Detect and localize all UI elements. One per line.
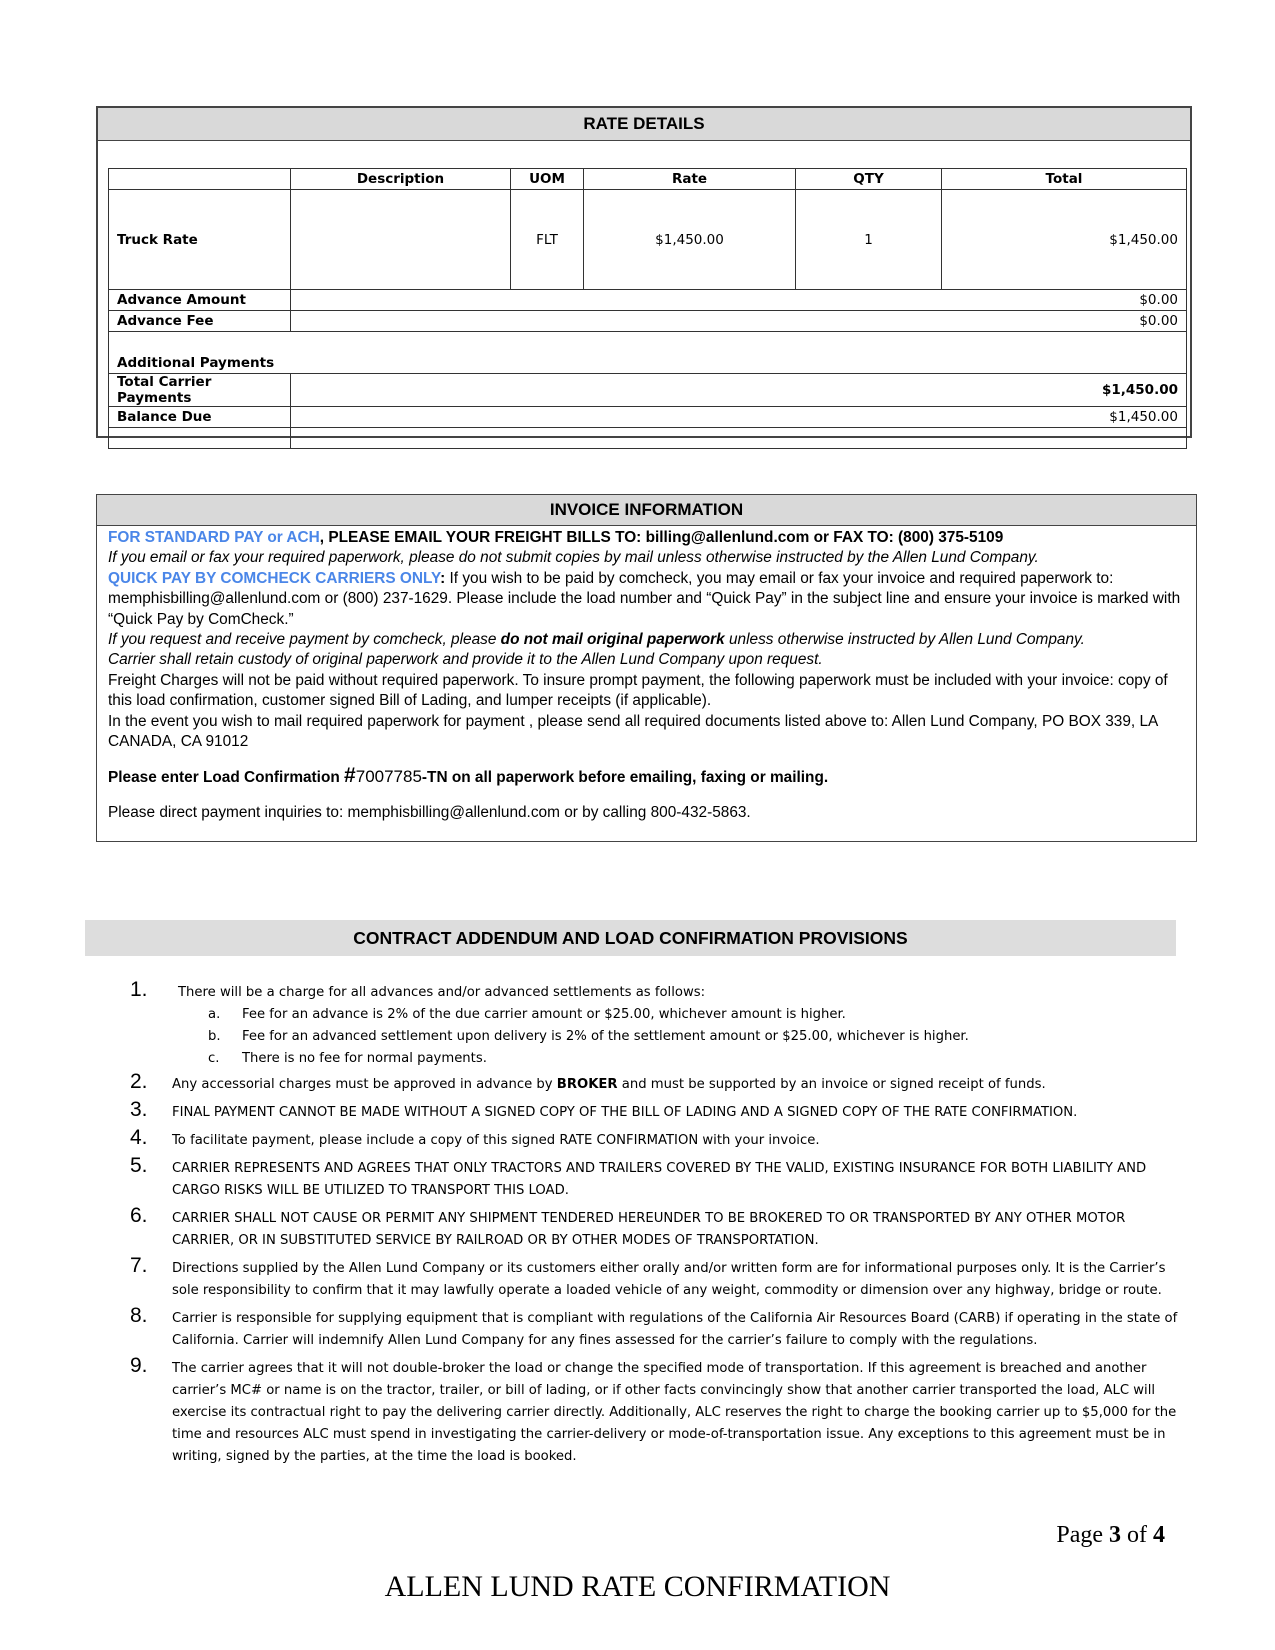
advance-amount-value: $0.00	[291, 290, 1187, 311]
balance-due-label: Balance Due	[109, 407, 291, 428]
total-carrier-payments-label: Total Carrier Payments	[109, 374, 291, 407]
advance-fee-value: $0.00	[291, 311, 1187, 332]
comcheck-note: If you request and receive payment by comcheck, please do not mail original paperwork unless otherwise instructed by Allen Lund Company.	[108, 631, 1085, 649]
provision-item: 8. Carrier is responsible for supplying equipment that is compliant with regulations of the California Air Resources Board (CARB) if operating in the state of California. Carrier will indemnify Allen Lund Company for any fines assessed for the carrier’s failure to comply with the regulations.	[130, 1304, 1178, 1348]
spacer-row	[109, 332, 1187, 353]
header-qty: QTY	[796, 169, 942, 190]
provision-item: 1. There will be a charge for all advances and/or advanced settlements as follows:	[130, 978, 706, 1001]
total-carrier-payments-row	[109, 374, 1187, 407]
provision-item: 4. To facilitate payment, please include a copy of this signed RATE CONFIRMATION with your invoice.	[130, 1126, 820, 1149]
advance-fee-row	[109, 311, 1187, 332]
footer-title: ALLEN LUND RATE CONFIRMATION	[384, 1570, 891, 1603]
provision-item: 5. CARRIER REPRESENTS AND AGREES THAT ONLY TRACTORS AND TRAILERS COVERED BY THE VALID, EXISTING INSURANCE FOR BOTH LIABILITY AND CARGO RISKS WILL BE UTILIZED TO TRANSPORT THIS LOAD.	[130, 1154, 1147, 1198]
rate-details-table	[108, 168, 1187, 449]
truck-rate-description	[291, 190, 511, 290]
truck-rate-qty: 1	[796, 190, 942, 290]
invoice-information-title: INVOICE INFORMATION	[97, 495, 1196, 526]
mail-paperwork-paragraph: In the event you wish to mail required paperwork for payment , please send all required documents listed above to: Allen Lund Company, PO BOX 339, LA CANADA, CA 91012	[108, 712, 1158, 751]
provision-item: 7. Directions supplied by the Allen Lund Company or its customers either orally and/or written form are for informational purposes only. It is the Carrier’s sole responsibility to confirm that it may lawfully operate a loaded vehicle of any weight, commodity or dimension over any highway, bridge or route.	[130, 1254, 1166, 1298]
provision-sub-item: b. Fee for an advanced settlement upon delivery is 2% of the settlement amount or $25.00, whichever is higher.	[208, 1029, 969, 1044]
truck-rate-total: $1,450.00	[942, 190, 1187, 290]
header-rate: Rate	[584, 169, 796, 190]
advance-amount-label: Advance Amount	[109, 290, 291, 311]
total-carrier-payments-value: $1,450.00	[291, 374, 1187, 407]
provision-item: 6. CARRIER SHALL NOT CAUSE OR PERMIT ANY SHIPMENT TENDERED HEREUNDER TO BE BROKERED TO OR TRANSPORTED BY ANY OTHER MOTOR CARRIER, OR IN SUBSTITUTED SERVICE BY RAILROAD OR BY OTHER MODES OF TRANSPORTATION.	[130, 1204, 1126, 1248]
email-fax-note: If you email or fax your required paperwork, please do not submit copies by mail unless otherwise instructed by the Allen Lund Company.	[108, 549, 1039, 567]
provision-sub-item: c. There is no fee for normal payments.	[208, 1051, 487, 1066]
rate-details-title: RATE DETAILS	[98, 108, 1190, 141]
empty-row	[109, 428, 1187, 449]
provision-item: 9. The carrier agrees that it will not double-broker the load or change the specified mode of transportation. If this agreement is breached and another carrier’s MC# or name is on the tractor, trailer, or bill of lading, or if other facts convincingly show that another carrier transported the load, ALC will exercise its contractual right to pay the delivering carrier directly. Additionally, ALC reserves the right to charge the booking carrier up to $5,000 for the time and resources ALC must spend in investigating the carrier-delivery or mode-of-transportation issue. Any exceptions to this agreement must be in writing, signed by the parties, at the time the load is booked.	[130, 1354, 1177, 1464]
provision-sub-item: a. Fee for an advance is 2% of the due carrier amount or $25.00, whichever amount is higher.	[208, 1007, 846, 1022]
truck-rate-row	[109, 190, 1187, 290]
custody-note: Carrier shall retain custody of original paperwork and provide it to the Allen Lund Company upon request.	[108, 651, 823, 669]
invoice-information-section	[96, 494, 1197, 842]
quick-pay-paragraph: QUICK PAY BY COMCHECK CARRIERS ONLY: If you wish to be paid by comcheck, you may email or fax your invoice and required paperwork to: memphisbilling@allenlund.com or (800) 237-1629. Please include the load number and “Quick Pay” in the subject line and ensure your invoice is marked with “Quick Pay by ComCheck.”	[108, 569, 1181, 628]
load-confirmation-number: 7007785	[355, 767, 422, 787]
provisions-title: CONTRACT ADDENDUM AND LOAD CONFIRMATION PROVISIONS	[85, 920, 1176, 956]
advance-fee-label: Advance Fee	[109, 311, 291, 332]
header-total: Total	[942, 169, 1187, 190]
provision-item: 3. FINAL PAYMENT CANNOT BE MADE WITHOUT A SIGNED COPY OF THE BILL OF LADING AND A SIGNED COPY OF THE RATE CONFIRMATION.	[130, 1098, 1078, 1121]
additional-payments-row	[109, 353, 1187, 374]
payment-inquiries-line: Please direct payment inquiries to: memphisbilling@allenlund.com or by calling 800-432-5863.	[108, 803, 751, 821]
header-uom: UOM	[511, 169, 584, 190]
advance-amount-row	[109, 290, 1187, 311]
rate-header-row	[109, 169, 1187, 190]
truck-rate-rate: $1,450.00	[584, 190, 796, 290]
additional-payments-label: Additional Payments	[109, 353, 1187, 374]
rate-details-section	[96, 106, 1192, 438]
provision-item: 2. Any accessorial charges must be approved in advance by BROKER and must be supported by an invoice or signed receipt of funds.	[130, 1070, 1046, 1093]
header-description: Description	[291, 169, 511, 190]
header-blank	[109, 169, 291, 190]
truck-rate-label: Truck Rate	[109, 190, 291, 290]
truck-rate-uom: FLT	[511, 190, 584, 290]
standard-pay-line: FOR STANDARD PAY or ACH, PLEASE EMAIL YOUR FREIGHT BILLS TO: billing@allenlund.com or FAX TO: (800) 375-5109	[108, 529, 1004, 546]
freight-charges-paragraph: Freight Charges will not be paid without required paperwork. To insure prompt payment, the following paperwork must be included with your invoice: copy of this load confirmation, customer signed Bill of Lading, and lumper receipts (if applicable).	[108, 671, 1168, 710]
balance-due-row	[109, 407, 1187, 428]
balance-due-value: $1,450.00	[291, 407, 1187, 428]
provisions-list	[130, 978, 1180, 1474]
load-confirmation-line: Please enter Load Confirmation #7007785-TN on all paperwork before emailing, faxing or mailing.	[108, 764, 829, 788]
page-number: Page 3 of 4	[1056, 1522, 1165, 1548]
